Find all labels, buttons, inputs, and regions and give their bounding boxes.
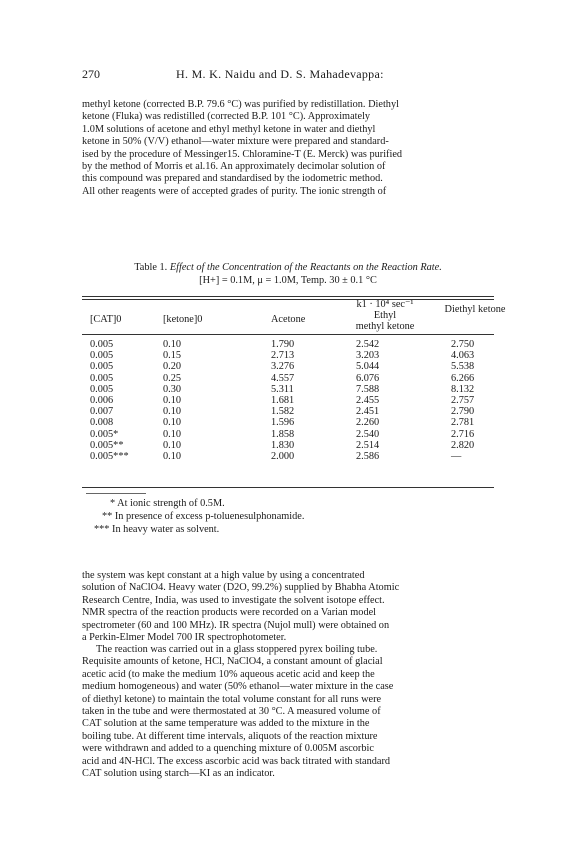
table-row (0, 339, 576, 350)
cell-diethyl-ketone-rate: 5.538 (451, 361, 475, 373)
cell-ketone-concentration: 0.30 (163, 383, 182, 395)
column-header-methyl-ketone: methyl ketone (355, 321, 415, 332)
text-line: Requisite amounts of ketone, HCl, NaClO4, a constant amount of glacial (82, 656, 383, 668)
cell-diethyl-ketone-rate: 6.266 (451, 372, 475, 384)
text-line: medium homogeneous) and water (50% ethanol—water mixture in the case (82, 681, 394, 693)
cell-acetone-rate: 4.557 (271, 372, 295, 384)
cell-cat-concentration: 0.005*** (90, 450, 129, 462)
text-line: The reaction was carried out in a glass stoppered pyrex boiling tube. (96, 644, 378, 655)
column-header-acetone: Acetone (271, 314, 306, 325)
cell-acetone-rate: 1.582 (271, 406, 295, 418)
cell-acetone-rate: 2.713 (271, 350, 295, 362)
table-title: Effect of the Concentration of the Reactants on the Reaction Rate. (169, 262, 442, 273)
text-line: ised by the procedure of Messinger15. Chloramine-T (E. Merck) was purified (82, 148, 403, 160)
cell-diethyl-ketone-rate: 2.750 (451, 339, 475, 350)
cell-cat-concentration: 0.005 (90, 361, 114, 373)
cell-ketone-concentration: 0.10 (163, 406, 182, 418)
column-header-cat: [CAT]0 (90, 314, 122, 325)
column-header-diethyl-ketone: Diethyl ketone (444, 304, 506, 315)
cell-acetone-rate: 3.276 (271, 361, 295, 373)
footnote-ionic-strength: * At ionic strength of 0.5M. (110, 498, 225, 509)
cell-cat-concentration: 0.005 (90, 339, 114, 350)
cell-cat-concentration: 0.008 (90, 417, 114, 429)
cell-diethyl-ketone-rate: 2.757 (451, 394, 475, 406)
table-top-rule (82, 296, 494, 297)
cell-ketone-concentration: 0.25 (163, 372, 182, 384)
text-line: methyl ketone (corrected B.P. 79.6 °C) was purified by redistillation. Diethyl (82, 99, 399, 110)
footnote-rule (86, 493, 146, 494)
text-line: by the method of Morris et al.16. An approximately decimolar solution of (82, 161, 386, 173)
text-line: spectrometer (60 and 100 MHz). IR spectra (Nujol mull) were obtained on (82, 619, 390, 631)
text-line: a Perkin-Elmer Model 700 IR spectrophotometer. (82, 632, 287, 644)
text-line: boiling tube. At different time intervals, aliquots of the reaction mixture (82, 730, 378, 742)
cell-diethyl-ketone-rate: 2.790 (451, 406, 475, 418)
table-footnotes (90, 497, 304, 536)
cell-ketone-concentration: 0.10 (163, 428, 182, 440)
footnote-toluenesulphonamide: ** In presence of excess p-toluenesulphonamide. (102, 511, 305, 522)
cell-acetone-rate: 1.790 (271, 339, 295, 350)
body-paragraph-3 (82, 644, 494, 780)
text-line: ketone (Fluka) was redistilled (corrected B.P. 101 °C). Approximately (82, 111, 371, 123)
cell-ketone-concentration: 0.10 (163, 439, 182, 451)
cell-cat-concentration: 0.006 (90, 394, 114, 406)
table-row (0, 417, 576, 428)
cell-ethyl-methyl-ketone-rate: 5.044 (356, 361, 380, 373)
cell-ethyl-methyl-ketone-rate: 6.076 (356, 372, 380, 384)
text-line: taken in the tube and were thermostated at 30 °C. A measured volume of (82, 706, 381, 718)
page-number: 270 (82, 67, 100, 81)
table-row (0, 361, 576, 372)
cell-cat-concentration: 0.005 (90, 372, 114, 384)
cell-ethyl-methyl-ketone-rate: 2.540 (356, 428, 380, 440)
text-line: ketone in 50% (V/V) ethanol—water mixture were prepared and standard- (82, 136, 389, 148)
cell-diethyl-ketone-rate: — (451, 450, 462, 462)
cell-ethyl-methyl-ketone-rate: 7.588 (356, 383, 380, 395)
text-line: the system was kept constant at a high value by using a concentrated (82, 570, 365, 581)
text-line: CAT solution at the same temperature was added to the mixture in the (82, 718, 370, 730)
cell-acetone-rate: 1.858 (271, 428, 295, 440)
table-row (0, 384, 576, 395)
cell-diethyl-ketone-rate: 2.781 (451, 417, 475, 429)
cell-acetone-rate: 1.830 (271, 439, 295, 451)
running-header-authors: H. M. K. Naidu and D. S. Mahadevappa: (176, 67, 384, 81)
body-paragraph-2 (82, 570, 494, 644)
column-header-ketone: [ketone]0 (163, 314, 203, 325)
table-body (0, 339, 576, 462)
table-row (0, 395, 576, 406)
cell-ketone-concentration: 0.10 (163, 417, 182, 429)
cell-diethyl-ketone-rate: 4.063 (451, 350, 475, 362)
text-line: 1.0M solutions of acetone and ethyl methyl ketone in water and diethyl (82, 123, 376, 135)
text-line: CAT solution using starch—KI as an indicator. (82, 768, 275, 780)
cell-acetone-rate: 5.311 (271, 383, 294, 395)
running-header (82, 67, 494, 83)
cell-ethyl-methyl-ketone-rate: 2.260 (356, 417, 380, 429)
cell-diethyl-ketone-rate: 8.132 (451, 383, 475, 395)
table-row (0, 440, 576, 451)
text-line: NMR spectra of the reaction products were recorded on a Varian model (82, 607, 377, 619)
text-line: acetic acid (to make the medium 10% aqueous acetic acid and keep the (82, 668, 375, 680)
cell-ketone-concentration: 0.15 (163, 350, 182, 362)
cell-cat-concentration: 0.007 (90, 406, 114, 418)
cell-ketone-concentration: 0.10 (163, 450, 182, 462)
table-caption (82, 261, 494, 287)
cell-ketone-concentration: 0.10 (163, 394, 182, 406)
text-line: acid and 4N-HCl. The excess ascorbic acid was back titrated with standard (82, 755, 391, 767)
cell-acetone-rate: 1.596 (271, 417, 295, 429)
cell-ketone-concentration: 0.20 (163, 361, 182, 373)
column-header-ethyl: Ethyl (373, 310, 397, 321)
table-row (0, 373, 576, 384)
table-header-rule (82, 334, 494, 335)
text-line: this compound was prepared and standardised by the iodometric method. (82, 173, 383, 185)
cell-cat-concentration: 0.005** (90, 439, 124, 451)
footnote-heavy-water: *** In heavy water as solvent. (94, 524, 220, 535)
body-paragraph-1 (82, 99, 494, 198)
cell-diethyl-ketone-rate: 2.820 (451, 439, 475, 451)
text-line: All other reagents were of accepted grades of purity. The ionic strength of (82, 185, 387, 197)
cell-ethyl-methyl-ketone-rate: 2.542 (356, 339, 380, 350)
cell-ketone-concentration: 0.10 (163, 339, 182, 350)
cell-cat-concentration: 0.005 (90, 350, 114, 362)
cell-cat-concentration: 0.005 (90, 383, 114, 395)
cell-acetone-rate: 1.681 (271, 394, 295, 406)
text-line: solution of NaClO4. Heavy water (D2O, 99.2%) supplied by Bhabha Atomic (82, 582, 400, 594)
table-row (0, 451, 576, 462)
cell-ethyl-methyl-ketone-rate: 2.586 (356, 450, 380, 462)
text-line: were withdrawn and added to a quenching mixture of 0.005M ascorbic (82, 743, 374, 755)
table-row (0, 429, 576, 440)
text-line: of diethyl ketone) to maintain the total volume constant for all runs were (82, 693, 382, 705)
cell-diethyl-ketone-rate: 2.716 (451, 428, 475, 440)
cell-ethyl-methyl-ketone-rate: 2.455 (356, 394, 380, 406)
cell-ethyl-methyl-ketone-rate: 2.451 (356, 406, 380, 418)
cell-cat-concentration: 0.005* (90, 428, 119, 440)
table-label: Table 1. (134, 262, 168, 273)
table-conditions: [H+] = 0.1M, μ = 1.0M, Temp. 30 ± 0.1 °C (199, 275, 377, 286)
table-row (0, 350, 576, 361)
text-line: Research Centre, India, was used to investigate the solvent isotope effect. (82, 594, 385, 606)
cell-ethyl-methyl-ketone-rate: 2.514 (356, 439, 380, 451)
cell-ethyl-methyl-ketone-rate: 3.203 (356, 350, 380, 362)
column-header-rate-constant: k1 · 10⁴ sec⁻¹ (356, 299, 414, 310)
cell-acetone-rate: 2.000 (271, 450, 295, 462)
table-bottom-rule (82, 487, 494, 488)
table-row (0, 406, 576, 417)
